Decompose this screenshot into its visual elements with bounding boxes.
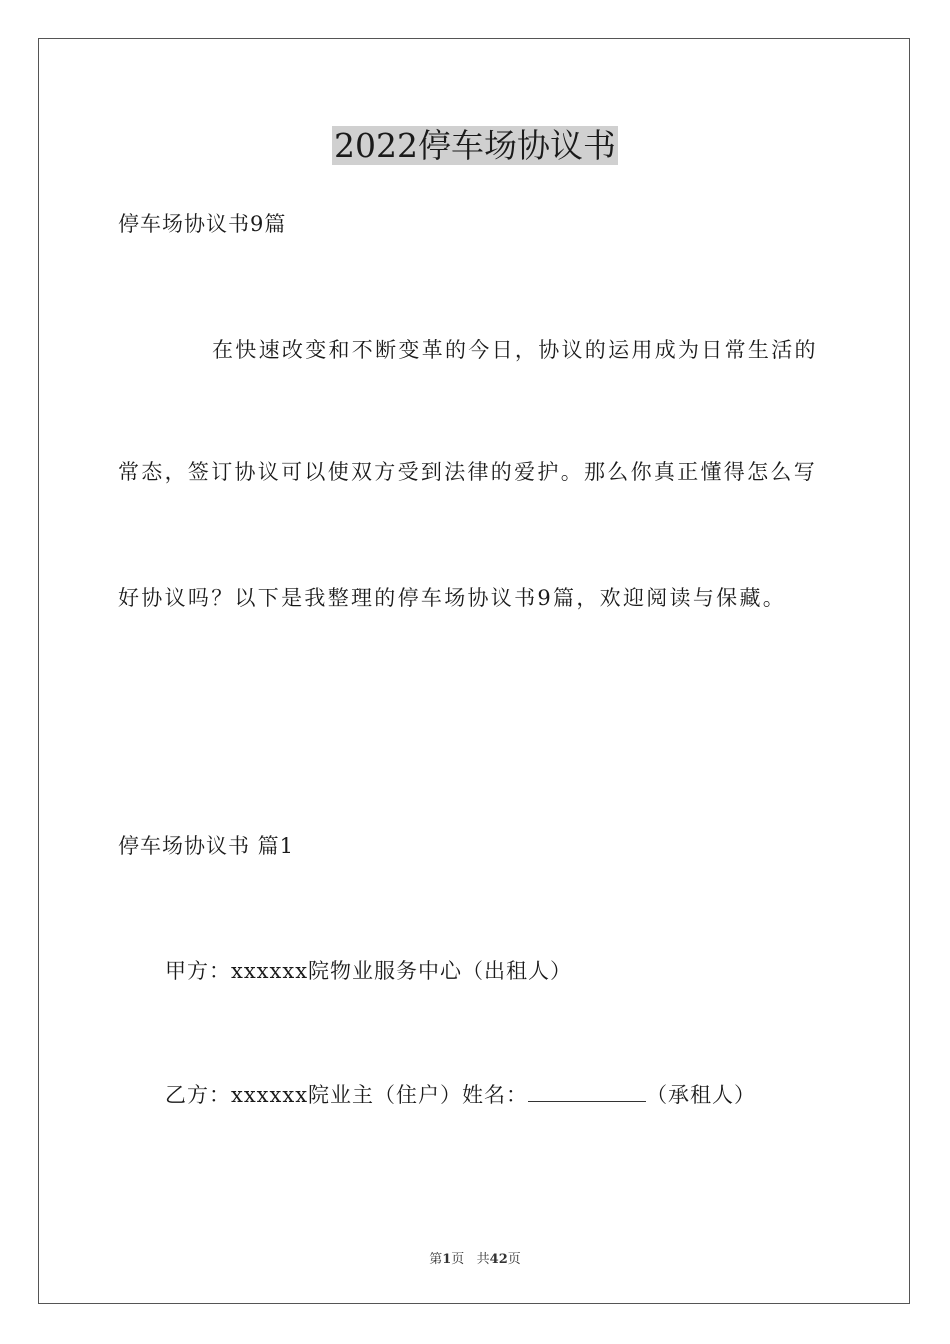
party-b-line bbox=[165, 1080, 756, 1110]
intro-paragraph-line-1: 在快速改变和不断变革的今日，协议的运用成为日常生活的 bbox=[212, 338, 818, 362]
party-a-line: 甲方：xxxxxx院物业服务中心（出租人） bbox=[165, 959, 573, 983]
document-title-text: 2022停车场协议书 bbox=[334, 126, 616, 165]
footer-page-number: 1 bbox=[442, 1252, 452, 1267]
intro-paragraph-line-3: 好协议吗？以下是我整理的停车场协议书9篇，欢迎阅读与保藏。 bbox=[118, 586, 787, 610]
footer-page-suffix: 页 bbox=[507, 1252, 521, 1267]
page-footer bbox=[0, 1248, 950, 1267]
intro-paragraph-line-2: 常态，签订协议可以使双方受到法律的爱护。那么你真正懂得怎么写 bbox=[118, 460, 817, 484]
footer-page-mid: 页 共 bbox=[451, 1252, 490, 1267]
section-heading: 停车场协议书 篇1 bbox=[118, 834, 295, 858]
footer-page-prefix: 第 bbox=[429, 1252, 443, 1267]
footer-total-pages: 42 bbox=[489, 1252, 508, 1267]
party-b-suffix: （承租人） bbox=[646, 1083, 757, 1107]
document-title bbox=[0, 126, 950, 166]
document-subtitle: 停车场协议书9篇 bbox=[118, 212, 287, 236]
party-b-prefix: 乙方：xxxxxx院业主（住户）姓名： bbox=[165, 1083, 529, 1107]
name-blank-field bbox=[528, 1081, 646, 1102]
